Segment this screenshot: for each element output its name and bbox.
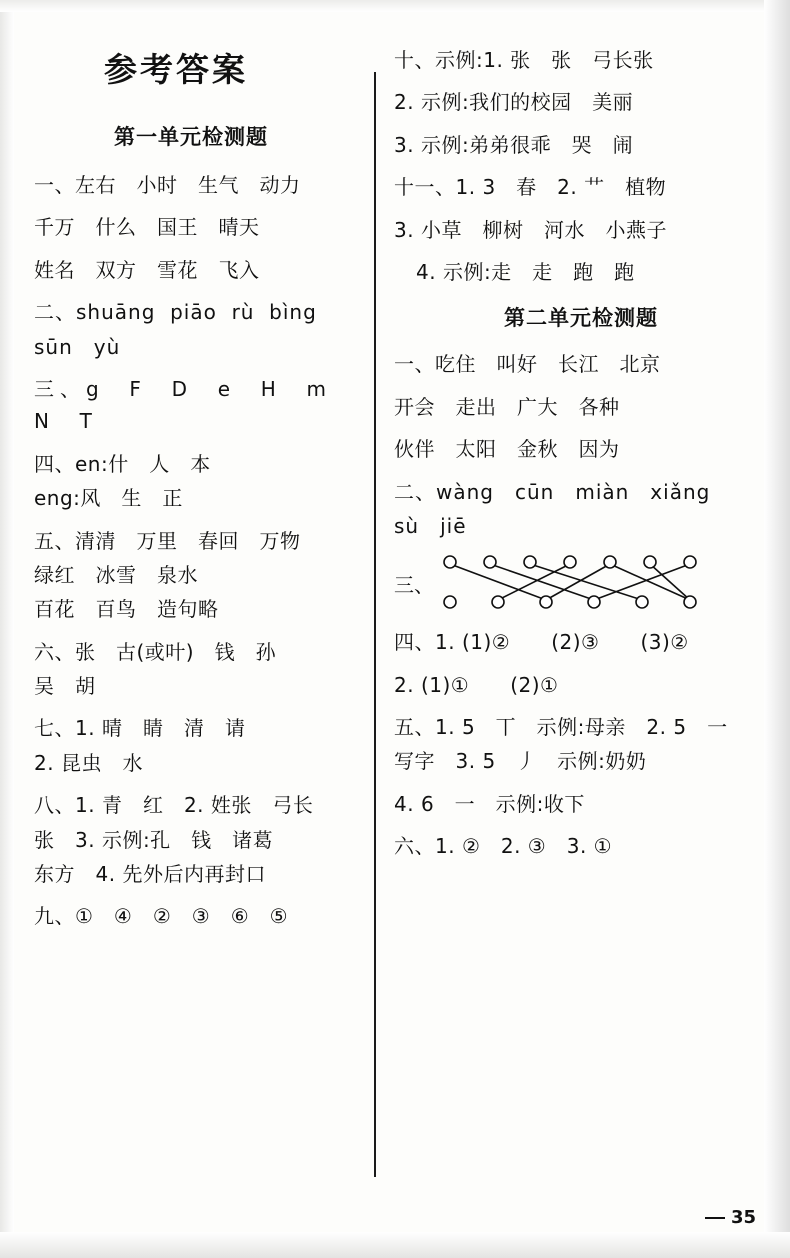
matching-diagram: [394, 552, 738, 612]
answer-line: 七、1. 晴 睛 清 请: [34, 716, 246, 741]
answer-line: sūn yù: [34, 334, 121, 359]
answer-line: 2. 昆虫 水: [34, 750, 143, 775]
matching-lines-svg: [436, 552, 716, 612]
answer-line: 3. 小草 柳树 河水 小燕子: [394, 217, 667, 242]
page-edge-right: [764, 0, 790, 1258]
answer-line: 六、张 古(或叶) 钱 孙: [34, 639, 277, 664]
answer-line: 东方 4. 先外后内再封口: [34, 862, 266, 887]
page-content: [34, 44, 746, 1194]
right-column: [386, 44, 738, 1194]
column-divider: [374, 72, 376, 1177]
answer-line: 姓名 双方 雪花 飞入: [34, 257, 260, 282]
section-heading-unit-2: 第二单元检测题: [504, 305, 658, 331]
answer-line: 千万 什么 国王 晴天: [34, 215, 260, 240]
answer-line: 一、吃住 叫好 长江 北京: [394, 352, 661, 377]
answer-line: 伙伴 太阳 金秋 因为: [394, 437, 620, 462]
page-number-dash: [705, 1217, 725, 1219]
answer-line: 3. 示例:弟弟很乖 哭 闹: [394, 132, 634, 157]
page-number: [705, 1207, 756, 1228]
page-edge-bottom: [0, 1232, 790, 1258]
answer-line: 四、en:什 人 本: [34, 451, 211, 476]
answer-line: 二、shuāng piāo rù bìng: [34, 300, 317, 325]
answer-line: 十一、1. 3 春 2. 艹 植物: [394, 175, 667, 200]
answer-line: 八、1. 青 红 2. 姓张 弓长: [34, 793, 314, 818]
answer-line: 四、1. (1)② (2)③ (3)②: [394, 630, 689, 655]
answer-line: 十、示例:1. 张 张 弓长张: [394, 48, 654, 72]
answer-line: 写字 3. 5 丿 示例:奶奶: [394, 749, 647, 774]
answer-line: 百花 百鸟 造句略: [34, 597, 219, 622]
answer-line: sù jiē: [394, 513, 467, 538]
page-edge-left: [0, 0, 14, 1258]
answer-line: 六、1. ② 2. ③ 3. ①: [394, 834, 613, 859]
answer-line: 三、g F D e H m N T: [34, 376, 357, 434]
answer-line: 2. (1)① (2)①: [394, 672, 559, 697]
matching-label: 三、: [394, 572, 434, 597]
answer-line: 五、1. 5 丅 示例:母亲 2. 5 一: [394, 715, 728, 740]
answer-line: 张 3. 示例:孔 钱 诸葛: [34, 827, 274, 852]
answer-line: 五、清清 万里 春回 万物: [34, 528, 301, 553]
answer-line: eng:风 生 正: [34, 486, 183, 511]
page-edge-top: [0, 0, 790, 12]
answer-line: 一、左右 小时 生气 动力: [34, 173, 301, 197]
answer-line: 4. 示例:走 走 跑 跑: [416, 259, 635, 284]
left-column: [34, 44, 364, 1194]
page-number-value: 35: [730, 1207, 756, 1228]
answer-line: 二、wàng cūn miàn xiǎng: [394, 479, 711, 504]
answer-line: 4. 6 一 示例:收下: [394, 791, 585, 816]
answer-line: 绿红 冰雪 泉水: [34, 562, 198, 587]
answer-line: 吴 胡: [34, 674, 96, 699]
answer-line: 2. 示例:我们的校园 美丽: [394, 90, 634, 115]
page-title: 参考答案: [104, 50, 248, 89]
answer-line: 九、① ④ ② ③ ⑥ ⑤: [34, 904, 289, 929]
section-heading-unit-1: 第一单元检测题: [114, 124, 268, 149]
two-column-layout: [34, 44, 746, 1194]
answer-line: 开会 走出 广大 各种: [394, 394, 620, 419]
